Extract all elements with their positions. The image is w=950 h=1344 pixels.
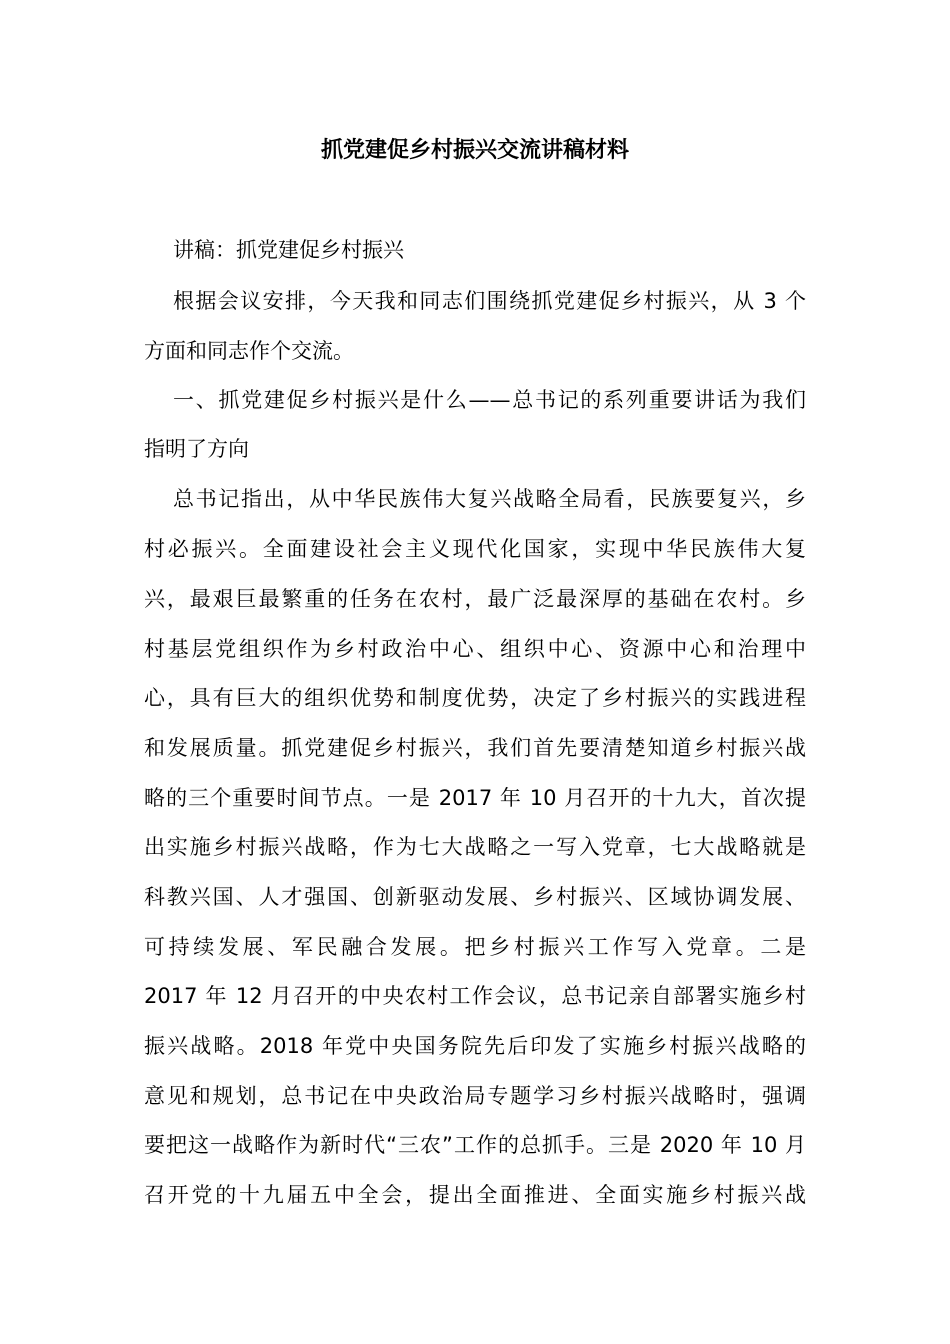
document-title: 抓党建促乡村振兴交流讲稿材料	[320, 138, 629, 163]
paragraph-line: 出实施乡村振兴战略，作为七大战略之一写入党章，七大战略就是	[144, 835, 806, 859]
paragraph-line: 兴，最艰巨最繁重的任务在农村，最广泛最深厚的基础在农村。乡	[144, 587, 806, 611]
paragraph-line: 召开党的十九届五中全会，提出全面推进、全面实施乡村振兴战	[144, 1183, 806, 1207]
paragraph-line: 总书记指出，从中华民族伟大复兴战略全局看，民族要复兴，乡	[173, 487, 806, 511]
paragraph-line: 2017 年 12 月召开的中央农村工作会议，总书记亲自部署实施乡村	[144, 984, 806, 1008]
section-heading-line: 指明了方向	[144, 437, 249, 461]
paragraph-line: 意见和规划，总书记在中央政治局专题学习乡村振兴战略时，强调	[144, 1084, 806, 1108]
paragraph-line: 略的三个重要时间节点。一是 2017 年 10 月召开的十九大，首次提	[144, 786, 806, 810]
paragraph-line: 可持续发展、军民融合发展。把乡村振兴工作写入党章。二是	[144, 935, 806, 959]
paragraph-line: 根据会议安排，今天我和同志们围绕抓党建促乡村振兴，从 3 个	[173, 289, 806, 313]
section-heading-line: 一、抓党建促乡村振兴是什么——总书记的系列重要讲话为我们	[173, 388, 806, 412]
paragraph-line: 和发展质量。抓党建促乡村振兴，我们首先要清楚知道乡村振兴战	[144, 736, 806, 760]
paragraph-line: 方面和同志作个交流。	[144, 339, 354, 363]
paragraph-line: 振兴战略。2018 年党中央国务院先后印发了实施乡村振兴战略的	[144, 1034, 806, 1058]
paragraph-line: 科教兴国、人才强国、创新驱动发展、乡村振兴、区域协调发展、	[144, 885, 806, 909]
paragraph-line: 村必振兴。全面建设社会主义现代化国家，实现中华民族伟大复	[144, 537, 806, 561]
paragraph-line: 要把这一战略作为新时代“三农”工作的总抓手。三是 2020 年 10 月	[144, 1133, 806, 1157]
paragraph-line: 心，具有巨大的组织优势和制度优势，决定了乡村振兴的实践进程	[144, 686, 806, 710]
subtitle-line: 讲稿：抓党建促乡村振兴	[173, 238, 404, 262]
paragraph-line: 村基层党组织作为乡村政治中心、组织中心、资源中心和治理中	[144, 637, 806, 661]
